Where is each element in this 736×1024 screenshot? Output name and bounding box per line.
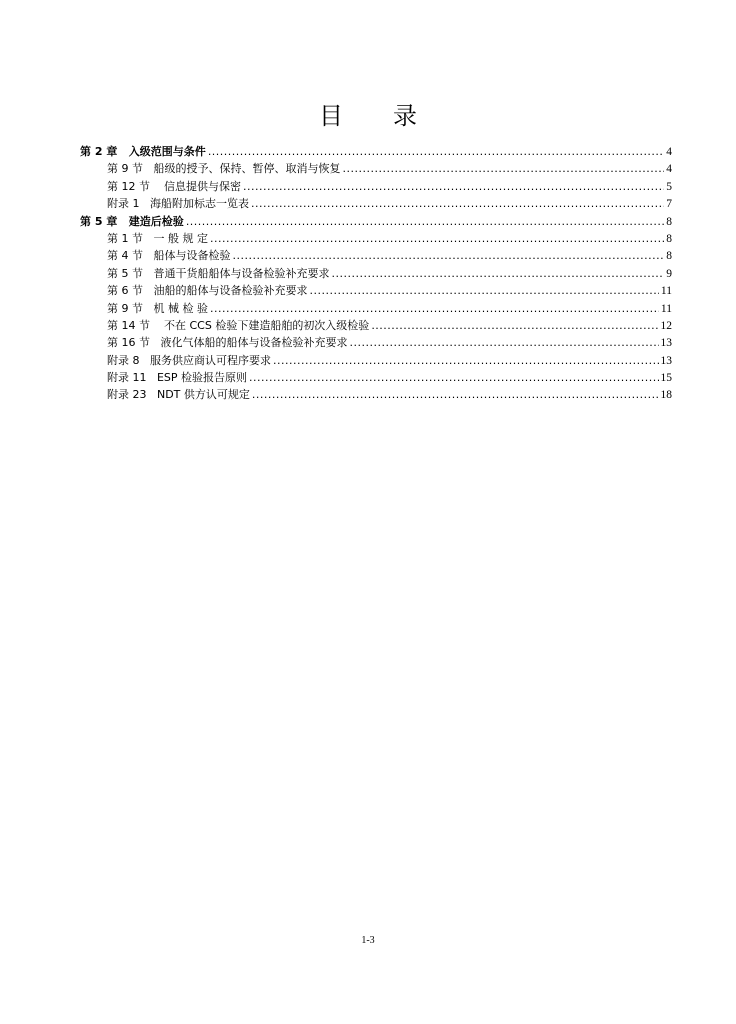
toc-section-entry[interactable]: [80, 317, 672, 334]
toc-entry-label: 第 5 章 建造后检验: [80, 214, 184, 228]
toc-entry-label: 附录 8 服务供应商认可程序要求: [107, 353, 271, 367]
toc-section-entry[interactable]: [80, 352, 672, 369]
toc-entry-label: 第 16 节 液化气体船的船体与设备检验补充要求: [107, 336, 348, 350]
toc-leader-dots: [186, 213, 664, 230]
toc-leader-dots: [349, 334, 658, 351]
toc-entry-label: 第 1 节 一 般 规 定: [107, 231, 208, 245]
toc-entry-label: 第 5 节 普通干货船船体与设备检验补充要求: [107, 266, 330, 280]
toc-leader-dots: [342, 160, 664, 177]
toc-leader-dots: [210, 300, 659, 317]
toc-entry-page: 11: [660, 285, 672, 298]
toc-entry-page: 5: [666, 180, 672, 193]
toc-section-entry[interactable]: [80, 334, 672, 351]
toc-entry-page: 13: [660, 354, 672, 367]
toc-section-entry[interactable]: [80, 386, 672, 403]
toc-section-entry[interactable]: [80, 282, 672, 299]
toc-entry-label: 第 6 节 油船的船体与设备检验补充要求: [107, 284, 308, 298]
toc-entry-label: 附录 1 海船附加标志一览表: [107, 197, 249, 211]
toc-entry-page: 4: [666, 146, 672, 158]
toc-section-entry[interactable]: [80, 265, 672, 282]
toc-entry-page: 8: [666, 232, 672, 245]
toc-entry-page: 8: [666, 215, 672, 228]
toc-entry-page: 18: [660, 389, 672, 402]
toc-entry-label: 第 2 章 入级范围与条件: [80, 145, 206, 158]
page-title: [0, 96, 736, 131]
toc-chapter-entry[interactable]: [80, 213, 672, 230]
toc-leader-dots: [331, 265, 664, 282]
toc-entry-page: 15: [660, 372, 672, 385]
toc-entry-page: 13: [660, 337, 672, 350]
page-title-char: 录: [393, 102, 417, 130]
toc-entry-page: 11: [660, 302, 672, 315]
toc-entry-page: 9: [666, 267, 672, 280]
toc-leader-dots: [243, 178, 664, 195]
toc-entry-page: 12: [660, 319, 672, 332]
page-number: 1-3: [361, 935, 375, 946]
toc-entry-label: 附录 11 ESP 检验报告原则: [107, 371, 248, 385]
toc-leader-dots: [249, 369, 658, 386]
toc-entry-label: 附录 23 NDT 供方认可规定: [107, 388, 250, 402]
toc-entry-label: 第 12 节 信息提供与保密: [107, 179, 241, 193]
toc-entry-page: 4: [666, 163, 672, 176]
toc-entry-label: 第 9 节 机 械 检 验: [107, 301, 208, 315]
toc-leader-dots: [232, 247, 664, 264]
toc-leader-dots: [208, 143, 664, 160]
toc-section-entry[interactable]: [80, 300, 672, 317]
toc-leader-dots: [273, 352, 659, 369]
toc-entry-label: 第 4 节 船体与设备检验: [107, 249, 231, 263]
toc-leader-dots: [251, 195, 664, 212]
page-title-char: 目: [319, 102, 343, 130]
toc-section-entry[interactable]: [80, 247, 672, 264]
toc-leader-dots: [210, 230, 664, 247]
toc-section-entry[interactable]: [80, 195, 672, 212]
toc-chapter-entry[interactable]: [80, 143, 672, 160]
toc-section-entry[interactable]: [80, 178, 672, 195]
toc-leader-dots: [371, 317, 658, 334]
toc-leader-dots: [309, 282, 658, 299]
table-of-contents: [80, 143, 672, 404]
toc-entry-label: 第 9 节 船级的授予、保持、暂停、取消与恢复: [107, 162, 341, 176]
toc-leader-dots: [252, 386, 659, 403]
toc-section-entry[interactable]: [80, 369, 672, 386]
toc-section-entry[interactable]: [80, 230, 672, 247]
toc-section-entry[interactable]: [80, 160, 672, 177]
toc-entry-page: 8: [666, 250, 672, 263]
toc-entry-page: 7: [666, 198, 672, 211]
toc-entry-label: 第 14 节 不在 CCS 检验下建造船舶的初次入级检验: [107, 318, 370, 332]
